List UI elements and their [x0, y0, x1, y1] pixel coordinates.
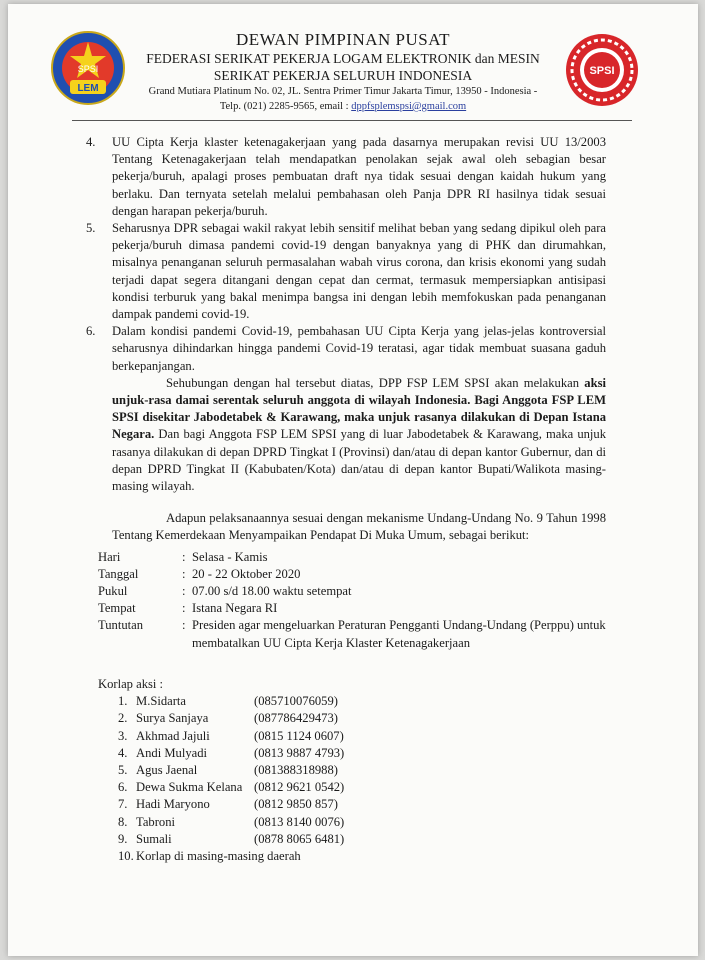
detail-value: Presiden agar mengeluarkan Peraturan Pengganti Undang-Undang (Perppu) untuk membatalkan UU Cipta Kerja Klaster Ketenagakerjaan	[192, 618, 606, 650]
detail-row: Hari : Selasa - Kamis	[86, 549, 606, 566]
korlap-name: M.Sidarta	[136, 694, 187, 709]
list-item: 10. Korlap di masing-masing daerah	[86, 848, 606, 865]
korlap-phone: (0815 1124 0607)	[254, 728, 344, 743]
korlap-phone: (0813 9887 4793)	[254, 745, 345, 760]
item-text: Seharusnya DPR sebagai wakil rakyat lebih sensitif melihat beban yang sedang dipikul oleh para pekerja/buruh dimasa pandemi covid-19 dengan banyaknya yang di PHK dan dirumahkan, misalnya penanganan seluruh permasalahan wabah virus corona, dan krisis ekonomi yang sudah terjadi dapat segera ditangani dengan cepat dan cermat, termasuk mempersiapkan antisipasi kondisi terburuk yang bakal menimpa bangsa ini dengan lebih memfokuskan pada penanganan dampak pandemi covid-19.	[112, 221, 606, 322]
korlap-name: Agus Jaenal	[136, 762, 198, 777]
letterhead-org-line1: FEDERASI SERIKAT PEKERJA LOGAM ELEKTRONIK dan MESIN	[146, 51, 540, 66]
korlap-name: Tabroni	[136, 814, 175, 829]
item-number: 4.	[86, 135, 96, 149]
letterhead-address: Grand Mutiara Platinum No. 02, JL. Sentra Primer Timur Jakarta Timur, 13950 - Indonesia -	[148, 86, 538, 97]
detail-label: Tuntutan	[98, 618, 144, 633]
letterhead-contact	[128, 99, 558, 114]
detail-label: Tempat	[98, 601, 136, 616]
korlap-phone: (085710076059)	[254, 694, 338, 709]
header-divider	[72, 120, 632, 121]
detail-label: Hari	[98, 549, 121, 564]
korlap-phone	[301, 848, 606, 865]
list-item: 3. Akhmad Jajuli (0815 1124 0607)	[86, 728, 606, 745]
korlap-name: Andi Mulyadi	[136, 745, 208, 760]
korlap-phone: (0812 9621 0542)	[254, 780, 345, 795]
svg-text:LEM: LEM	[77, 83, 99, 94]
detail-value: Istana Negara RI	[192, 601, 278, 616]
detail-label: Tanggal	[98, 566, 139, 581]
letterhead-title: DEWAN PIMPINAN PUSAT	[235, 30, 451, 49]
detail-row: Tuntutan : Presiden agar mengeluarkan Peraturan Pengganti Undang-Undang (Perppu) untuk membatalkan UU Cipta Kerja Klaster Ketenagakerjaan	[86, 617, 606, 651]
document-page	[8, 4, 698, 956]
letterhead	[8, 4, 698, 116]
paragraph-legal-basis: Adapun pelaksanaannya sesuai dengan mekanisme Undang-Undang No. 9 Tahun 1998 Tentang Kemerdekaan Menyampaikan Pendapat Di Muka Umum, sebagai berikut:	[112, 511, 606, 543]
detail-value: Selasa - Kamis	[192, 549, 268, 564]
list-item: 9. Sumali (0878 8065 6481)	[86, 831, 606, 848]
korlap-name: Surya Sanjaya	[136, 711, 209, 726]
korlap-title: Korlap aksi :	[98, 676, 164, 691]
list-item: 6. Dewa Sukma Kelana (0812 9621 0542)	[86, 779, 606, 796]
paragraph-text: Sehubungan dengan hal tersebut diatas, DPP FSP LEM SPSI akan melakukan	[166, 375, 585, 390]
korlap-name: Hadi Maryono	[136, 797, 210, 812]
item-number: 6.	[86, 324, 96, 339]
korlap-name: Akhmad Jajuli	[136, 728, 210, 743]
letter-body	[86, 134, 606, 865]
paragraph-text: Dan bagi Anggota FSP LEM SPSI yang di luar Jabodetabek & Karawang, maka unjuk rasanya dilakukan di depan DPRD Tingkat I (Provinsi) dan/atau di depan kantor Gubernur, dan di depan DPRD Tingkat II (Kabubaten/Kota) dan/atau di depan kantor Bupati/Walikota masing-masing wilayah.	[112, 427, 606, 494]
korlap-phone: (0813 8140 0076)	[254, 814, 345, 829]
svg-text:SPSI: SPSI	[77, 64, 99, 74]
phone-text: Telp. (021) 2285-9565, email :	[219, 101, 349, 112]
detail-row: Pukul : 07.00 s/d 18.00 waktu setempat	[86, 583, 606, 600]
korlap-name: Sumali	[136, 831, 172, 846]
letterhead-org-line2: SERIKAT PEKERJA SELURUH INDONESIA	[213, 68, 473, 83]
spsi-logo	[564, 32, 640, 108]
list-item: 2. Surya Sanjaya (087786429473)	[86, 710, 606, 727]
detail-row: Tanggal : 20 - 22 Oktober 2020	[86, 566, 606, 583]
korlap-name: Korlap di masing-masing daerah	[136, 848, 301, 863]
svg-text:SPSI: SPSI	[589, 65, 615, 77]
item-text: Dalam kondisi pandemi Covid-19, pembahasan UU Cipta Kerja yang jelas-jelas kontroversial seharusnya dihindarkan hingga pandemi Covid-19 teratasi, agar tidak membuat suasana gaduh berkepanjangan.	[112, 324, 606, 373]
paragraph-bold-text: aksi unjuk-rasa damai serentak seluruh anggota di wilayah Indonesia. Bagi Anggota FSP LEM SPSI disekitar Jabodetabek & Karawang, maka unjuk rasanya dilakukan di Depan Istana Negara.	[112, 375, 606, 442]
list-item	[86, 220, 606, 323]
paragraph-action	[86, 375, 606, 495]
list-item: 7. Hadi Maryono (0812 9850 857)	[86, 796, 606, 813]
list-item: 5. Agus Jaenal (081388318988)	[86, 762, 606, 779]
fsp-lem-logo	[50, 30, 126, 106]
item-text: UU Cipta Kerja klaster ketenagakerjaan yang pada dasarnya merupakan revisi UU 13/2003 Tentang Ketenagakerjaan telah mendapatkan penolakan sejak awal oleh sebagian besar pekerja/buruh, apalagi proses pembuatan draft nya tidak sesuai dengan kaidah hukum yang berlaku. Dan ternyata setelah melalui pembahasan oleh Panja DPR RI hasilnya tidak sesuai dengan harapan pekerja/buruh.	[112, 135, 606, 218]
item-number: 5.	[86, 221, 96, 236]
detail-value: 20 - 22 Oktober 2020	[192, 566, 301, 581]
korlap-phone: (081388318988)	[254, 762, 338, 777]
korlap-phone: (0878 8065 6481)	[254, 831, 345, 846]
detail-label: Pukul	[98, 584, 128, 599]
list-item: 1. M.Sidarta (085710076059)	[86, 693, 606, 710]
korlap-phone: (087786429473)	[254, 711, 338, 726]
list-item	[86, 134, 606, 220]
email-link[interactable]: dppfsplemspsi@gmail.com	[351, 101, 467, 112]
list-item: 4. Andi Mulyadi (0813 9887 4793)	[86, 745, 606, 762]
list-item	[86, 323, 606, 375]
korlap-phone: (0812 9850 857)	[254, 797, 338, 812]
korlap-name: Dewa Sukma Kelana	[136, 780, 243, 795]
detail-value: 07.00 s/d 18.00 waktu setempat	[192, 584, 352, 599]
detail-row: Tempat : Istana Negara RI	[86, 600, 606, 617]
letterhead-text	[128, 30, 558, 114]
list-item: 8. Tabroni (0813 8140 0076)	[86, 814, 606, 831]
